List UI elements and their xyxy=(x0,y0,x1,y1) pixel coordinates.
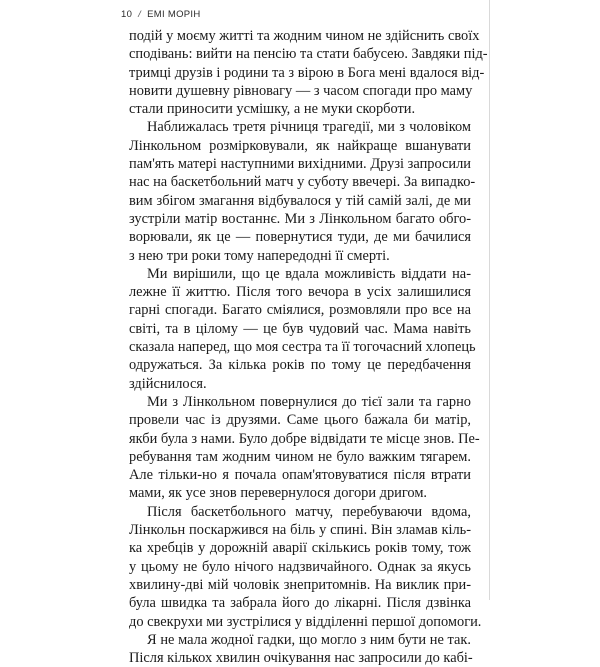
text-line: вим збігом змагання відбувалося у тій самій залі, де ми xyxy=(129,192,471,209)
book-page xyxy=(111,0,490,667)
text-line: з нею три роки тому напередодні її смерті. xyxy=(129,247,390,264)
page-number: 10 xyxy=(121,8,133,20)
paragraph xyxy=(129,631,471,667)
text-line: Лінкольн поскаржився на біль у спині. Він зламав кіль- xyxy=(129,522,471,539)
text-line: світі, та в цілому — це був чудовий час. Мама навіть xyxy=(129,320,471,337)
paragraph xyxy=(129,118,476,264)
text-line: Лінкольном розмірковували, як найкраще вшанувати xyxy=(129,137,471,154)
text-line: ка хребців у дорожній аварії скількись років тому, тож xyxy=(129,540,471,557)
text-line: Ми вирішили, що це вдала можливість віддати на- xyxy=(147,265,471,282)
text-line: гарні спогади. Багато сміялися, розмовляли про все на xyxy=(129,302,471,319)
text-line: Після баскетбольного матчу, перебуваючи вдома, xyxy=(147,503,471,520)
running-head xyxy=(121,6,201,22)
text-line: Ми з Лінкольном повернулися до тієї зали та гарно xyxy=(147,393,471,410)
text-line: подій у моєму житті та жодним чином не здійснить своїх xyxy=(129,28,480,44)
text-line: Наближалась третя річниця трагедії, ми з чоловіком xyxy=(147,119,471,136)
text-line: Я не мала жодної гадки, що могло з ним бути не так. xyxy=(147,631,471,648)
body-text xyxy=(129,27,488,667)
text-line: якби була з нами. Було добре відвідати те місце знов. Пе- xyxy=(129,430,480,447)
text-line: новити душевну рівновагу — з часом спогади про маму xyxy=(129,82,473,99)
text-line: тримці друзів і родини та з вірою в Бога мені вдалося від- xyxy=(129,64,485,81)
text-line: лежне її життю. Після того вечора в усіх залишилися xyxy=(129,284,471,301)
paragraph xyxy=(129,393,480,503)
text-line: ребування там жодним чином не було важким тягарем. xyxy=(129,448,471,465)
paragraph xyxy=(129,265,476,393)
text-line: одружаться. За кілька років по тому це передбачення xyxy=(129,357,471,374)
paragraph xyxy=(129,27,488,118)
text-line: стали приносити усмішку, а не муки скорботи. xyxy=(129,101,416,118)
text-line: сподівань: вийти на пенсію та стати бабусею. Завдяки під- xyxy=(129,46,488,63)
text-line: зустріли матір востаннє. Ми з Лінкольном багато обго- xyxy=(129,210,471,227)
text-line: провели час із друзями. Саме цього бажала би матір, xyxy=(129,412,471,429)
text-line: у цьому не було нічого надзвичайного. Однак за якусь xyxy=(129,558,471,575)
text-line: була швидка та забрала його до лікарні. Після дзвінка xyxy=(129,595,471,612)
text-line: Але тільки-но я почала опам'ятовуватися після втрати xyxy=(129,467,471,484)
text-line: пам'ять матері наступними вихідними. Друзі запросили xyxy=(129,156,471,173)
text-line: мами, як усе знов перевернулося догори дригом. xyxy=(129,485,428,502)
text-line: ворювали, як це — повернутися туди, де ми бачилися xyxy=(129,229,471,246)
text-line: хвилину-дві мій чоловік знепритомнів. На виклик при- xyxy=(129,576,471,593)
text-line: сказала наперед, що моя сестра та її тогочасний хлопець xyxy=(129,339,476,356)
text-line: нас на баскетбольний матч у суботу ввечері. За випадко- xyxy=(129,174,476,191)
author-name: ЕМІ МОРІН xyxy=(147,8,201,20)
text-line: Після кількох хвилин очікування нас запросили до кабі- xyxy=(129,650,473,667)
paragraph xyxy=(129,503,482,631)
text-line: до свекрухи ми зустрілися у відділенні першої допомоги. xyxy=(129,613,482,630)
text-line: здійснилося. xyxy=(129,375,207,392)
header-separator: / xyxy=(138,8,142,20)
